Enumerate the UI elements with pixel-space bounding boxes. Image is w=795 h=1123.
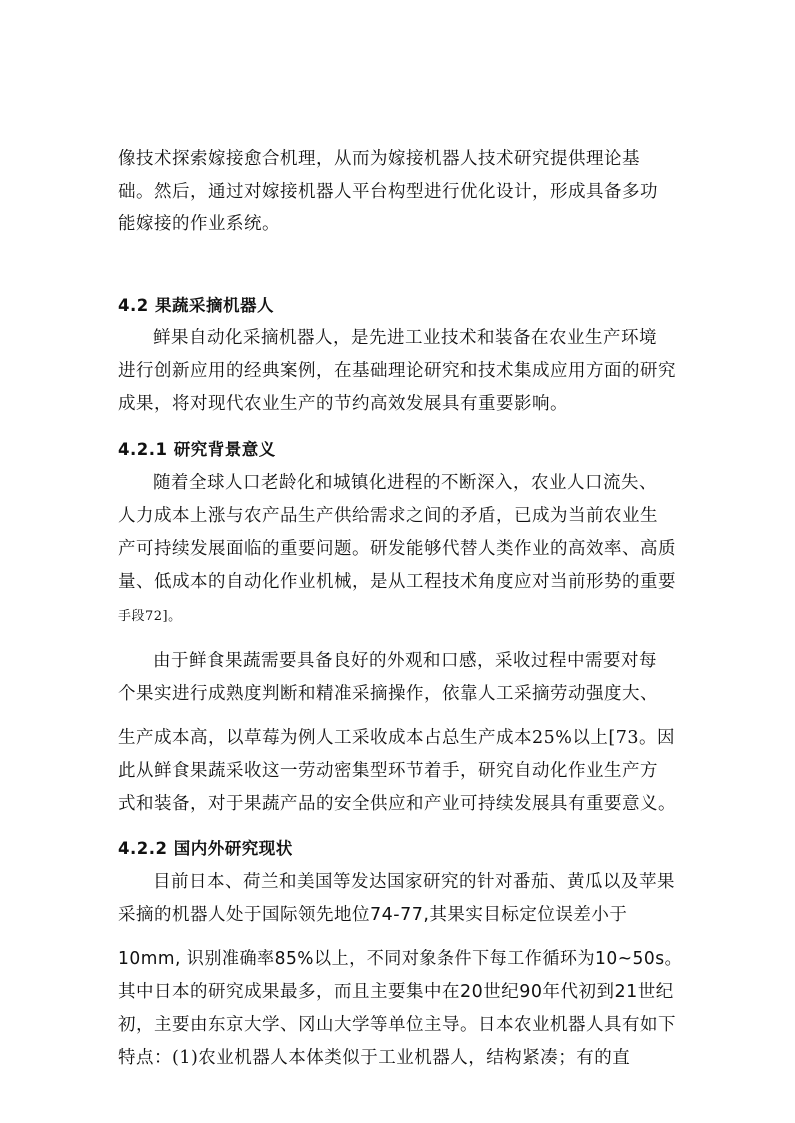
body-text-line: 个果实进行成熟度判断和精准采摘操作，依靠人工采摘劳动强度大、: [118, 684, 658, 704]
citation-text: 手段72]。: [118, 609, 182, 624]
body-text-line: 特点：(1)农业机器人本体类似于工业机器人，结构紧凑；有的直: [118, 1048, 631, 1068]
body-text-line: 产可持续发展面临的重要问题。研发能够代替人类作业的高效率、高质: [118, 539, 676, 559]
body-text-line: 目前日本、荷兰和美国等发达国家研究的针对番茄、黄瓜以及苹果: [153, 872, 675, 892]
body-text-line: 由于鲜食果蔬需要具备良好的外观和口感，采收过程中需要对每: [153, 651, 657, 671]
section-heading-4-2-1: 4.2.1 研究背景意义: [118, 440, 276, 459]
body-text-line: 式和装备，对于果蔬产品的安全供应和产业可持续发展具有重要意义。: [118, 794, 676, 814]
body-text-line: 础。然后，通过对嫁接机器人平台构型进行优化设计，形成具备多功: [118, 182, 658, 202]
body-text-line: 成果，将对现代农业生产的节约高效发展具有重要影响。: [118, 394, 568, 414]
body-text-line: 进行创新应用的经典案例，在基础理论研究和技术集成应用方面的研究: [118, 361, 676, 381]
body-text-line: 生产成本高，以草莓为例人工采收成本占总生产成本25%以上[73。因: [118, 728, 675, 748]
body-text-line: 10mm, 识别准确率85%以上，不同对象条件下每工作循环为10~50s。: [118, 949, 683, 969]
body-text-line: 量、低成本的自动化作业机械，是从工程技术角度应对当前形势的重要: [118, 572, 676, 592]
body-text-line: 鲜果自动化采摘机器人，是先进工业技术和装备在农业生产环境: [153, 328, 657, 348]
body-text-line: 初，主要由东京大学、冈山大学等单位主导。日本农业机器人具有如下: [118, 1015, 676, 1035]
body-text-line: 其中日本的研究成果最多，而且主要集中在20世纪90年代初到21世纪: [118, 982, 674, 1002]
body-text-line: 随着全球人口老龄化和城镇化进程的不断深入，农业人口流失、: [153, 473, 657, 493]
section-heading-4-2: 4.2 果蔬采摘机器人: [118, 296, 274, 315]
section-heading-4-2-2: 4.2.2 国内外研究现状: [118, 839, 293, 858]
body-text-line: 此从鲜食果蔬采收这一劳动密集型环节着手，研究自动化作业生产方: [118, 761, 658, 781]
body-text-line: 采摘的机器人处于国际领先地位74-77,其果实目标定位误差小于: [118, 905, 628, 925]
body-text-line: 人力成本上涨与农产品生产供给需求之间的矛盾，已成为当前农业生: [118, 506, 658, 526]
body-text-line: 像技术探索嫁接愈合机理，从而为嫁接机器人技术研究提供理论基: [118, 149, 640, 169]
body-text-line: 能嫁接的作业系统。: [118, 214, 280, 234]
